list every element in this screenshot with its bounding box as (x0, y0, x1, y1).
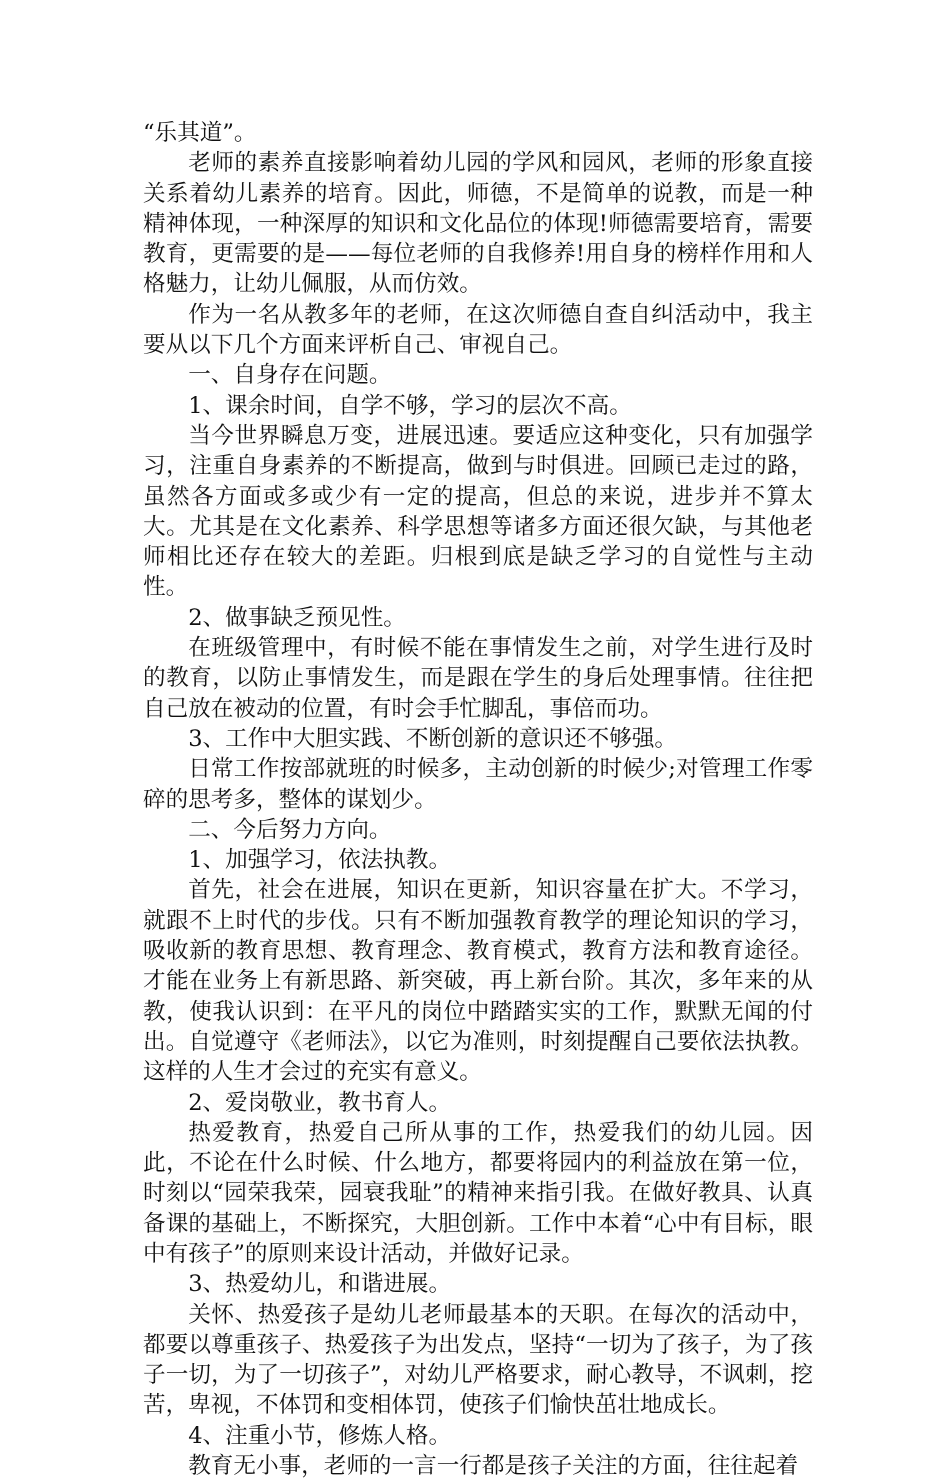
subheading-1-1: 1、课余时间，自学不够，学习的层次不高。 (188, 392, 632, 419)
paragraph-7: 首先，社会在进展，知识在更新，知识容量在扩大。不学习，就跟不上时代的步伐。只有不断加强教育教学的理论知识的学习，吸收新的教育思想、教育理念、教育模式，教育方法和教育途径。才能在业务上有新思路、新突破，再上新台阶。其次，多年来的从教，使我认识到：在平凡的岗位中踏踏实实的工作，默默无闻的付出。自觉遵守《老师法》，以它为准则，时刻提醒自己要依法执教。这样的人生才会过的充实有意义。 (143, 877, 813, 1086)
paragraph-5: 在班级管理中，有时候不能在事情发生之前，对学生进行及时的教育，以防止事情发生，而是跟在学生的身后处理事情。往往把自己放在被动的位置，有时会手忙脚乱，事倍而功。 (143, 635, 813, 722)
subheading-1-2: 2、做事缺乏预见性。 (188, 604, 406, 631)
subheading-2-1: 1、加强学习，依法执教。 (188, 847, 452, 874)
paragraph-1: “乐其道”。 (143, 120, 257, 146)
section-heading-1: 一、自身存在问题。 (188, 362, 392, 389)
subheading-2-3: 3、热爱幼儿，和谐进展。 (188, 1271, 452, 1298)
paragraph-6: 日常工作按部就班的时候多，主动创新的时候少;对管理工作零碎的思考多，整体的谋划少。 (143, 756, 813, 813)
subheading-1-3: 3、工作中大胆实践、不断创新的意识还不够强。 (188, 725, 678, 752)
paragraph-9: 关怀、热爱孩子是幼儿老师最基本的天职。在每次的活动中，都要以尊重孩子、热爱孩子为出发点，坚持“一切为了孩子，为了孩子一切，为了一切孩子”，对幼儿严格要求，耐心教导，不讽刺，挖苦，卑视，不体罚和变相体罚，使孩子们愉快茁壮地成长。 (143, 1301, 813, 1419)
paragraph-8: 热爱教育，热爱自己所从事的工作，热爱我们的幼儿园。因此，不论在什么时候、什么地方，都要将园内的利益放在第一位，时刻以“园荣我荣，园衰我耻”的精神来指引我。在做好教具、认真备课的基础上，不断探究，大胆创新。工作中本着“心中有目标，眼中有孩子”的原则来设计活动，并做好记录。 (143, 1119, 813, 1267)
paragraph-3: 作为一名从教多年的老师，在这次师德自查自纠活动中，我主要从以下几个方面来评析自己、审视自己。 (143, 301, 813, 359)
paragraph-4: 当今世界瞬息万变，进展迅速。要适应这种变化，只有加强学习，注重自身素养的不断提高，做到与时俱进。回顾已走过的路，虽然各方面或多或少有一定的提高，但总的来说，进步并不算太大。尤其是在文化素养、科学思想等诸多方面还很欠缺，与其他老师相比还存在较大的差距。归根到底是缺乏学习的自觉性与主动性。 (143, 422, 813, 601)
section-heading-2: 二、今后努力方向。 (188, 816, 392, 843)
paragraph-2: 老师的素养直接影响着幼儿园的学风和园风，老师的形象直接关系着幼儿素养的培育。因此，师德，不是简单的说教，而是一种精神体现，一种深厚的知识和文化品位的体现!师德需要培育，需要教育，更需要的是——每位老师的自我修养!用自身的榜样作用和人格魅力，让幼儿佩服，从而仿效。 (143, 150, 813, 298)
subheading-2-2: 2、爱岗敬业，教书育人。 (188, 1089, 452, 1116)
paragraph-10: 教育无小事，老师的一言一行都是孩子关注的方面，往往起着 (188, 1453, 799, 1480)
subheading-2-4: 4、注重小节，修炼人格。 (188, 1422, 452, 1449)
document-body (143, 118, 813, 1481)
